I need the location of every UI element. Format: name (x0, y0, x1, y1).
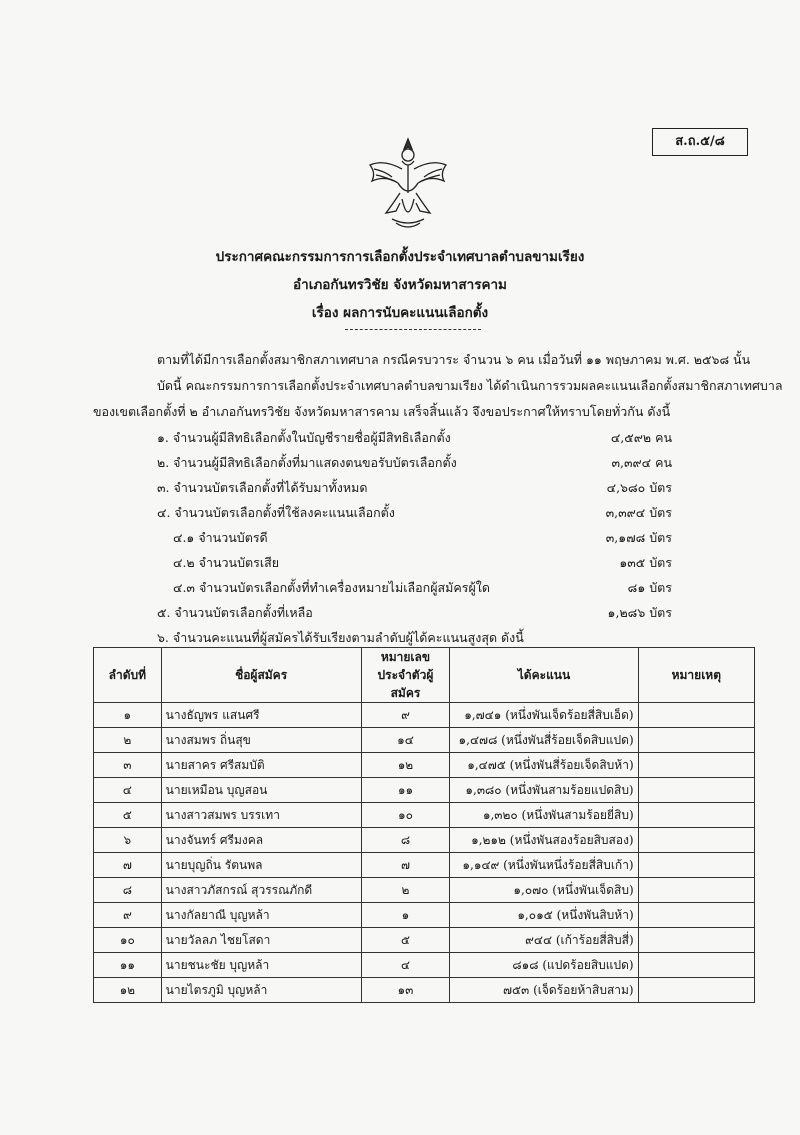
intro-line-2: บัดนี้ คณะกรรมการการเลือกตั้งประจำเทศบาลตำบลขามเรียง ได้ดำเนินการรวมผลคะแนนเลือกตั้งสมาชิกสภาเทศบาล (157, 378, 783, 393)
item-value: ๑,๒๘๖ บัตร (607, 605, 672, 620)
cell-rank: ๒ (94, 728, 162, 753)
cell-note (638, 778, 754, 803)
cell-votes: ๗๕๓ (เจ็ดร้อยห้าสิบสาม) (450, 978, 638, 1003)
cell-number: ๙ (361, 703, 450, 728)
cell-note (638, 728, 754, 753)
item-label: ๒. จำนวนผู้มีสิทธิเลือกตั้งที่มาแสดงตนขอรับบัตรเลือกตั้ง (157, 455, 457, 470)
table-row (94, 753, 755, 778)
table-row (94, 803, 755, 828)
cell-votes: ๘๑๘ (แปดร้อยสิบแปด) (450, 953, 638, 978)
cell-votes: ๑,๓๒๐ (หนึ่งพันสามร้อยยี่สิบ) (450, 803, 638, 828)
table-row (94, 828, 755, 853)
cell-votes: ๑,๒๑๒ (หนึ่งพันสองร้อยสิบสอง) (450, 828, 638, 853)
table-header-row (94, 648, 755, 703)
results-table (93, 647, 755, 1003)
header-votes: ได้คะแนน (450, 648, 638, 703)
table-row (94, 878, 755, 903)
item-value: ๑๓๕ บัตร (619, 555, 672, 570)
cell-name: นายบุญถิ่น รัตนพล (161, 853, 361, 878)
cell-name: นางธัญพร แสนศรี (161, 703, 361, 728)
cell-note (638, 828, 754, 853)
cell-number: ๑๑ (361, 778, 450, 803)
cell-number: ๘ (361, 828, 450, 853)
cell-rank: ๖ (94, 828, 162, 853)
item-label: ๔.๑ จำนวนบัตรดี (173, 530, 268, 545)
table-row (94, 978, 755, 1003)
cell-votes: ๑,๐๑๕ (หนึ่งพันสิบห้า) (450, 903, 638, 928)
header-rank: ลำดับที่ (94, 648, 162, 703)
cell-rank: ๘ (94, 878, 162, 903)
cell-votes: ๙๔๔ (เก้าร้อยสี่สิบสี่) (450, 928, 638, 953)
item-value: ๘๑ บัตร (627, 580, 672, 595)
item-value: ๓,๓๙๔ คน (611, 455, 672, 470)
cell-name: นายวัลลภ ไชยโสดา (161, 928, 361, 953)
header-note: หมายเหตุ (638, 648, 754, 703)
table-row (94, 728, 755, 753)
table-row (94, 953, 755, 978)
table-row (94, 853, 755, 878)
cell-votes: ๑,๓๘๐ (หนึ่งพันสามร้อยแปดสิบ) (450, 778, 638, 803)
cell-note (638, 878, 754, 903)
heading-line-1: ประกาศคณะกรรมการการเลือกตั้งประจำเทศบาลตำบลขามเรียง (215, 249, 585, 265)
form-code-box: ส.ถ.๕/๘ (652, 128, 748, 156)
cell-note (638, 903, 754, 928)
item-label: ๔.๓ จำนวนบัตรเลือกตั้งที่ทำเครื่องหมายไม่เลือกผู้สมัครผู้ใด (173, 580, 491, 595)
cell-note (638, 803, 754, 828)
table-row (94, 778, 755, 803)
heading-subject: เรื่อง ผลการนับคะแนนเลือกตั้ง (311, 305, 489, 321)
cell-votes: ๑,๔๗๕ (หนึ่งพันสี่ร้อยเจ็ดสิบห้า) (450, 753, 638, 778)
cell-name: นางกัลยาณี บุญหล้า (161, 903, 361, 928)
cell-note (638, 753, 754, 778)
cell-number: ๑ (361, 903, 450, 928)
cell-name: นางจันทร์ ศรีมงคล (161, 828, 361, 853)
cell-rank: ๙ (94, 903, 162, 928)
cell-note (638, 978, 754, 1003)
item-label: ๔.๒ จำนวนบัตรเสีย (173, 555, 280, 570)
garuda-emblem-icon (362, 135, 454, 231)
item-value: ๔,๖๘๐ บัตร (606, 480, 672, 495)
cell-name: นายชนะชัย บุญหล้า (161, 953, 361, 978)
cell-rank: ๗ (94, 853, 162, 878)
item-label: ๓. จำนวนบัตรเลือกตั้งที่ได้รับมาทั้งหมด (157, 480, 368, 495)
item-label: ๖. จำนวนคะแนนที่ผู้สมัครได้รับเรียงตามลำดับผู้ได้คะแนนสูงสุด ดังนี้ (157, 630, 524, 645)
cell-name: นายเหมือน บุญสอน (161, 778, 361, 803)
cell-name: นางสาวภัสกรณ์ สุวรรณภักดี (161, 878, 361, 903)
item-value: ๓,๓๙๔ บัตร (605, 505, 672, 520)
item-value: ๔,๕๙๒ คน (610, 430, 672, 445)
cell-rank: ๑๒ (94, 978, 162, 1003)
cell-number: ๗ (361, 853, 450, 878)
table-row (94, 903, 755, 928)
cell-number: ๒ (361, 878, 450, 903)
item-label: ๕. จำนวนบัตรเลือกตั้งที่เหลือ (157, 605, 313, 620)
cell-note (638, 703, 754, 728)
cell-rank: ๑ (94, 703, 162, 728)
header-number-line-2: ประจำตัวผู้สมัคร (377, 668, 434, 700)
cell-rank: ๔ (94, 778, 162, 803)
intro-line-3: ของเขตเลือกตั้งที่ ๒ อำเภอกันทรวิชัย จังหวัดมหาสารคาม เสร็จสิ้นแล้ว จึงขอประกาศให้ทราบโดยทั่วกัน ดังนี้ (93, 404, 671, 419)
header-number-line-1: หมายเลข (380, 650, 431, 664)
header-candidate-number (361, 648, 450, 703)
cell-votes: ๑,๗๔๑ (หนึ่งพันเจ็ดร้อยสี่สิบเอ็ด) (450, 703, 638, 728)
cell-number: ๑๒ (361, 753, 450, 778)
cell-votes: ๑,๔๗๘ (หนึ่งพันสี่ร้อยเจ็ดสิบแปด) (450, 728, 638, 753)
cell-name: นายไตรภูมิ บุญหล้า (161, 978, 361, 1003)
cell-votes: ๑,๐๗๐ (หนึ่งพันเจ็ดสิบ) (450, 878, 638, 903)
item-label: ๔. จำนวนบัตรเลือกตั้งที่ใช้ลงคะแนนเลือกตั้ง (157, 505, 395, 520)
cell-rank: ๑๐ (94, 928, 162, 953)
item-label: ๑. จำนวนผู้มีสิทธิเลือกตั้งในบัญชีรายชื่อผู้มีสิทธิเลือกตั้ง (157, 430, 451, 445)
cell-number: ๑๔ (361, 728, 450, 753)
cell-rank: ๕ (94, 803, 162, 828)
cell-name: นางสมพร ถิ่นสุข (161, 728, 361, 753)
cell-rank: ๑๑ (94, 953, 162, 978)
cell-votes: ๑,๑๔๙ (หนึ่งพันหนึ่งร้อยสี่สิบเก้า) (450, 853, 638, 878)
intro-line-1: ตามที่ได้มีการเลือกตั้งสมาชิกสภาเทศบาล กรณีครบวาระ จำนวน ๖ คน เมื่อวันที่ ๑๑ พฤษภาคม พ.ศ. ๒๕๖๘ นั้น (157, 352, 751, 367)
cell-rank: ๓ (94, 753, 162, 778)
cell-number: ๔ (361, 953, 450, 978)
cell-number: ๑๐ (361, 803, 450, 828)
cell-note (638, 953, 754, 978)
divider (345, 329, 481, 330)
cell-number: ๑๓ (361, 978, 450, 1003)
table-row (94, 703, 755, 728)
cell-note (638, 853, 754, 878)
cell-number: ๕ (361, 928, 450, 953)
cell-name: นายสาคร ศรีสมบัติ (161, 753, 361, 778)
cell-note (638, 928, 754, 953)
header-name: ชื่อผู้สมัคร (161, 648, 361, 703)
item-value: ๓,๑๗๘ บัตร (605, 530, 672, 545)
heading-line-2: อำเภอกันทรวิชัย จังหวัดมหาสารคาม (293, 277, 507, 293)
cell-name: นางสาวสมพร บรรเทา (161, 803, 361, 828)
table-row (94, 928, 755, 953)
